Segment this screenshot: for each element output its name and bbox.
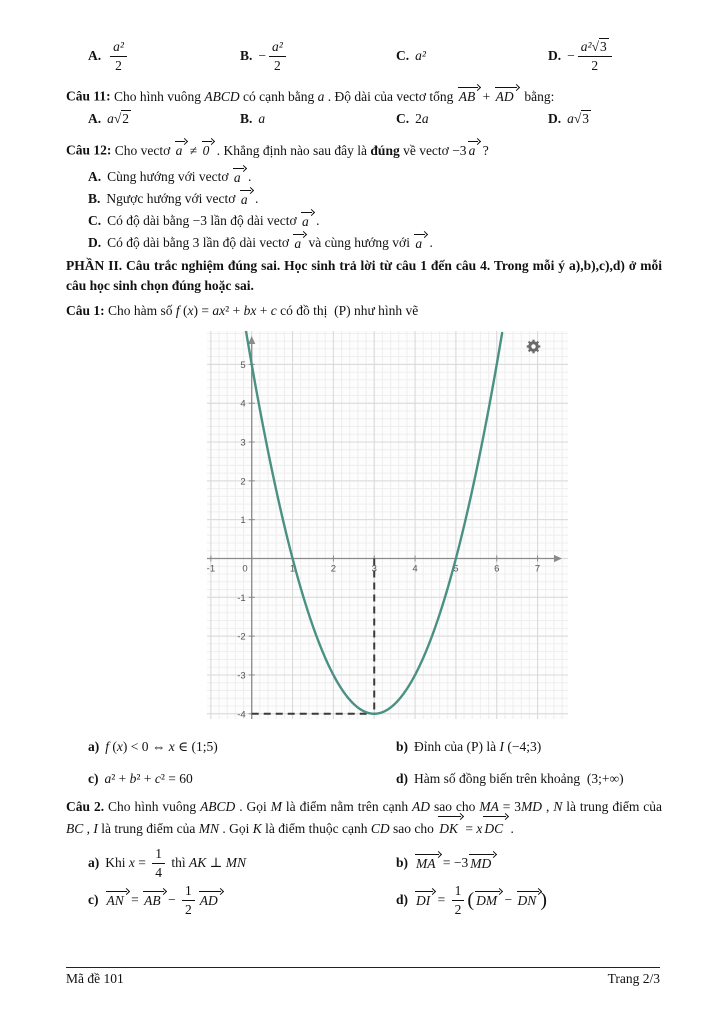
c1-item-b [396, 736, 541, 758]
c2-item-c [88, 880, 222, 920]
c1-item-c [88, 768, 193, 790]
q11-option-c [396, 108, 429, 130]
part2-heading: PHẦN II. Câu trắc nghiệm đúng sai. Học sinh trả lời từ câu 1 đến câu 4. Trong mỗi ý a),b),c),d) ở mỗi câu học sinh chọn đúng hoặc sai. [66, 258, 662, 293]
option-text: Có độ dài bằng 3 lần độ dài vectơ a và cùng hướng với a . [107, 235, 433, 251]
question-2: Câu 2. Cho hình vuông ABCD . Gọi M là điểm nằm trên cạnh AD sao cho MA = 3MD , N là trung điểm của BC , I là trung điểm của MN . Gọi K là điểm thuộc cạnh CD sao cho DK = x DC . [66, 796, 662, 839]
c1-item-d [396, 768, 624, 790]
question-11 [66, 88, 554, 105]
question-number: Câu 12: [66, 142, 112, 158]
option-formula: − $\frac{\text{a²}}{2}$ [258, 39, 288, 73]
option-label: D. [548, 111, 562, 126]
item-label: a) [88, 739, 100, 754]
option-label: A. [88, 111, 102, 126]
option-label: D. [88, 235, 102, 250]
item-label: c) [88, 771, 99, 786]
svg-text:-2: -2 [237, 631, 246, 643]
option-text: Ngược hướng với vectơ a . [106, 191, 259, 207]
svg-text:-4: -4 [237, 709, 246, 719]
item-text: Đỉnh của (P) là I (−4;3) [414, 739, 542, 754]
option-label: D. [548, 48, 562, 63]
svg-text:1: 1 [240, 515, 246, 527]
item-text: a ² + b ² + c ² = 60 [104, 771, 193, 786]
page-number: Trang 2/3 [607, 971, 660, 986]
question-number: Câu 11: [66, 88, 111, 104]
question-text: Cho hình vuông ABCD có cạnh bằng a . Độ dài của vectơ tổng AB + AD bằng: [110, 88, 555, 104]
parabola-graph-figure [207, 331, 568, 719]
c1-item-a [88, 736, 218, 758]
c2-item-d [396, 880, 547, 920]
q12-option-b [88, 188, 258, 210]
question-text: Cho vectơ a ≠ 0 . Khẳng định nào sau đây là đúng về vectơ −3 a ? [111, 142, 489, 158]
item-text: f ( x ) < 0 ⇔ x ∈ (1;5) [105, 739, 218, 754]
svg-text:3: 3 [240, 437, 246, 449]
q12-option-d [88, 232, 433, 254]
svg-text:2: 2 [330, 563, 337, 575]
option-formula: a √2 [107, 111, 130, 126]
option-label: C. [396, 48, 410, 63]
item-label: d) [396, 771, 409, 786]
option-label: B. [240, 48, 253, 63]
svg-text:-3: -3 [237, 670, 246, 682]
svg-text:-1: -1 [237, 592, 246, 604]
q11-option-d [548, 108, 591, 130]
q11-option-a [88, 108, 131, 130]
item-text: AN = AB − $\frac{1}{2}$ AD [105, 883, 222, 917]
question-number: Câu 1: [66, 303, 105, 318]
item-label: c) [88, 892, 99, 907]
parabola-plot [207, 331, 568, 719]
option-text: Cùng hướng với vectơ a . [107, 169, 252, 185]
q10-option-b [240, 36, 289, 76]
item-text: MA = −3 MD [414, 855, 495, 872]
exam-code: Mã đề 101 [66, 971, 124, 986]
option-label: C. [88, 213, 102, 228]
footer [66, 971, 660, 987]
option-label: A. [88, 48, 102, 63]
svg-text:4: 4 [412, 563, 418, 575]
svg-text:5: 5 [240, 359, 246, 371]
svg-text:3: 3 [371, 563, 377, 575]
svg-text:6: 6 [494, 563, 500, 575]
q10-option-c [396, 36, 426, 76]
item-label: d) [396, 892, 409, 907]
option-label: B. [240, 111, 253, 126]
option-formula: 2 a [415, 111, 429, 126]
settings-gear-icon [525, 338, 542, 355]
item-text: Hàm số đồng biến trên khoảng (3;+∞) [414, 771, 624, 786]
item-label: a) [88, 855, 100, 870]
svg-text:1: 1 [289, 563, 296, 575]
q11-option-b [240, 108, 265, 130]
question-text: Cho hàm số f ( x ) = ax ² + bx + c có đồ thị (P) như hình vẽ [104, 303, 419, 318]
svg-text:-1: -1 [207, 563, 216, 575]
question-12 [66, 142, 489, 159]
footer-divider [66, 967, 660, 968]
item-text: Khi x = $\frac{1}{4}$ thì AK ⊥ MN [105, 845, 246, 880]
svg-text:5: 5 [453, 563, 459, 575]
item-label: b) [396, 739, 409, 754]
item-label: b) [396, 855, 409, 870]
option-label: A. [88, 169, 102, 184]
question-1 [66, 303, 418, 319]
q10-option-d [548, 36, 615, 76]
option-label: C. [396, 111, 410, 126]
option-formula: $\frac{\text{a²}}{2}$ [107, 39, 130, 73]
q12-option-c [88, 210, 319, 232]
option-formula: a² [415, 48, 426, 63]
q10-option-a [88, 36, 130, 76]
option-label: B. [88, 191, 101, 206]
svg-text:2: 2 [240, 476, 246, 488]
item-text: DI = $\frac{1}{2}$ ( DM − DN ) [416, 882, 548, 917]
option-formula: a [258, 111, 266, 126]
svg-text:7: 7 [534, 563, 541, 575]
q12-option-a [88, 166, 251, 188]
option-formula: − $\frac{\text{a²√3}}{2}$ [567, 39, 615, 73]
c2-item-b [396, 843, 495, 883]
option-formula: a √3 [567, 111, 590, 126]
svg-text:4: 4 [240, 398, 246, 410]
option-text: Có độ dài bằng −3 lần độ dài vectơ a . [107, 213, 320, 229]
c2-item-a [88, 843, 246, 883]
svg-text:0: 0 [242, 563, 248, 575]
